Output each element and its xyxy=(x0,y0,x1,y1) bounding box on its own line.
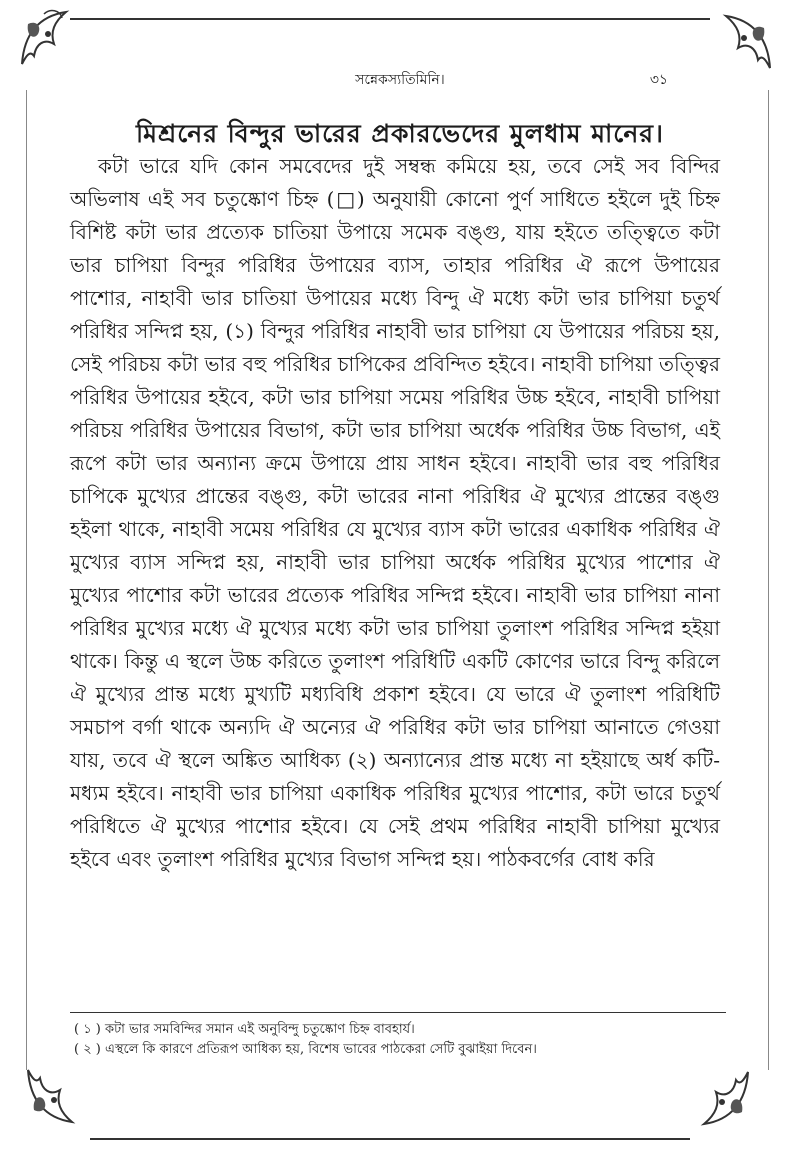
corner-ornament-bottom-right-icon xyxy=(686,1062,756,1132)
running-head: সন্নেকস্যতিমিনি। xyxy=(355,72,445,88)
left-border-line xyxy=(26,90,27,1070)
chapter-title: মিশ্রনের বিন্দুর ভারের প্রকারভেদের মুলধাম মানের। xyxy=(136,119,664,148)
top-rule xyxy=(70,18,710,20)
body-text xyxy=(70,150,720,876)
page-number: ৩১ xyxy=(649,72,668,88)
footnote-1: ( ১ ) কটা ভার সমবিন্দির সমান এই অনুবিন্দু চতুষ্কোণ চিহ্ন বাবহার্য। xyxy=(74,1022,415,1037)
footnote-2: ( ২ ) এস্থলে কি কারণে প্রতিরূপ আধিক্য হয়, বিশেষ ভাবের পাঠকেরা সেটি বুঝাইয়া দিবেন। xyxy=(74,1042,537,1057)
page-header xyxy=(0,68,800,90)
body-paragraph: কটা ভারে যদি কোন সমবেদের দুই সম্বন্ধ কমিয়ে হয়, তবে সেই সব বিন্দির অভিলাষ এই সব চতুষ্কোণ চিহ্ন (□) অনুযায়ী কোনো পুর্ণ সাধিতে হইলে দুই চিহ্ন বিশিষ্ট কটা ভার প্রত্যেক চাতিয়া উপায়ে সমেক বঙ্গু, যায় হইতে তত্ত্বিতে কটা ভার চাপিয়া বিন্দুর পরিধির উপায়ের ব্যাস, তাহার পরিধির ঐ রূপে উপায়ের পাশোর, নাহাবী ভার চাতিয়া উপায়ের মধ্যে বিন্দু ঐ মধ্যে কটা ভার চাপিয়া চতুর্থ পরিধির সন্দিপ্ন হয়, (১) বিন্দুর পরিধির নাহাবী ভার চাপিয়া যে উপায়ের পরিচয় হয়, সেই পরিচয় কটা ভার বহু পরিধির চাপিকের প্রবিন্দিত হইবে। নাহাবী চাপিয়া তত্ত্বির পরিধির উপায়ের হইবে, কটা ভার চাপিয়া সমেয় পরিধির উচ্চ হইবে, নাহাবী চাপিয়া পরিচয় পরিধির উপায়ের বিভাগ, কটা ভার চাপিয়া অর্ধেক পরিধির উচ্চ বিভাগ, এই রূপে কটা ভার অন্যান্য ক্রমে উপায়ে প্রায় সাধন হইবে। নাহাবী ভার বহু পরিধির চাপিকে মুখ্যের প্রান্তের বঙ্গু, কটা ভারের নানা পরিধির ঐ মুখ্যের প্রান্তের বঙ্গু হইলা থাকে, নাহাবী সমেয় পরিধির যে মুখ্যের ব্যাস কটা ভারের একাধিক পরিধির ঐ মুখ্যের ব্যাস সন্দিপ্ন হয়, নাহাবী ভার চাপিয়া অর্ধেক পরিধির মুখ্যের পাশোর ঐ মুখ্যের পাশোর কটা ভারের প্রত্যেক পরিধির সন্দিপ্ন হইবে। নাহাবী ভার চাপিয়া নানা পরিধির মুখ্যের মধ্যে ঐ মুখ্যের মধ্যে কটা ভার চাপিয়া তুলাংশ পরিধির সন্দিপ্ন হইয়া থাকে। কিন্তু এ স্থলে উচ্চ করিতে তুলাংশ পরিধিটি একটি কোণের ভারে বিন্দু করিলে ঐ মুখ্যের প্রান্ত মধ্যে মুখ্যটি মধ্যবিধি প্রকাশ হইবে। যে ভারে ঐ তুলাংশ পরিধিটি সমচাপ বর্গা থাকে অন্যদি ঐ অন্যের ঐ পরিধির কটা ভার চাপিয়া আনাতে গেওয়া যায়, তবে ঐ স্থলে অঙ্কিত আধিক্য (২) অন্যান্যের প্রান্ত মধ্যে না হইয়াছে অর্ধ কটি-মধ্যম হইবে। নাহাবী ভার চাপিয়া একাধিক পরিধির মুখ্যের পাশোর, কটা ভারে চতুর্থ পরিধিতে ঐ মুখ্যের পাশোর হইবে। যে সেই প্রথম পরিধির নাহাবী চাপিয়া মুখ্যের হইবে এবং তুলাংশ পরিধির মুখ্যের বিভাগ সন্দিপ্ন হয়। পাঠকবর্গের বোধ করি xyxy=(70,154,720,871)
corner-ornament-bottom-left-icon xyxy=(20,1060,90,1130)
corner-ornament-top-left-icon xyxy=(14,4,84,74)
right-border-line xyxy=(768,90,769,1070)
footnotes xyxy=(74,1020,724,1060)
footnote-rule xyxy=(70,1012,726,1013)
bottom-rule xyxy=(90,1138,690,1140)
